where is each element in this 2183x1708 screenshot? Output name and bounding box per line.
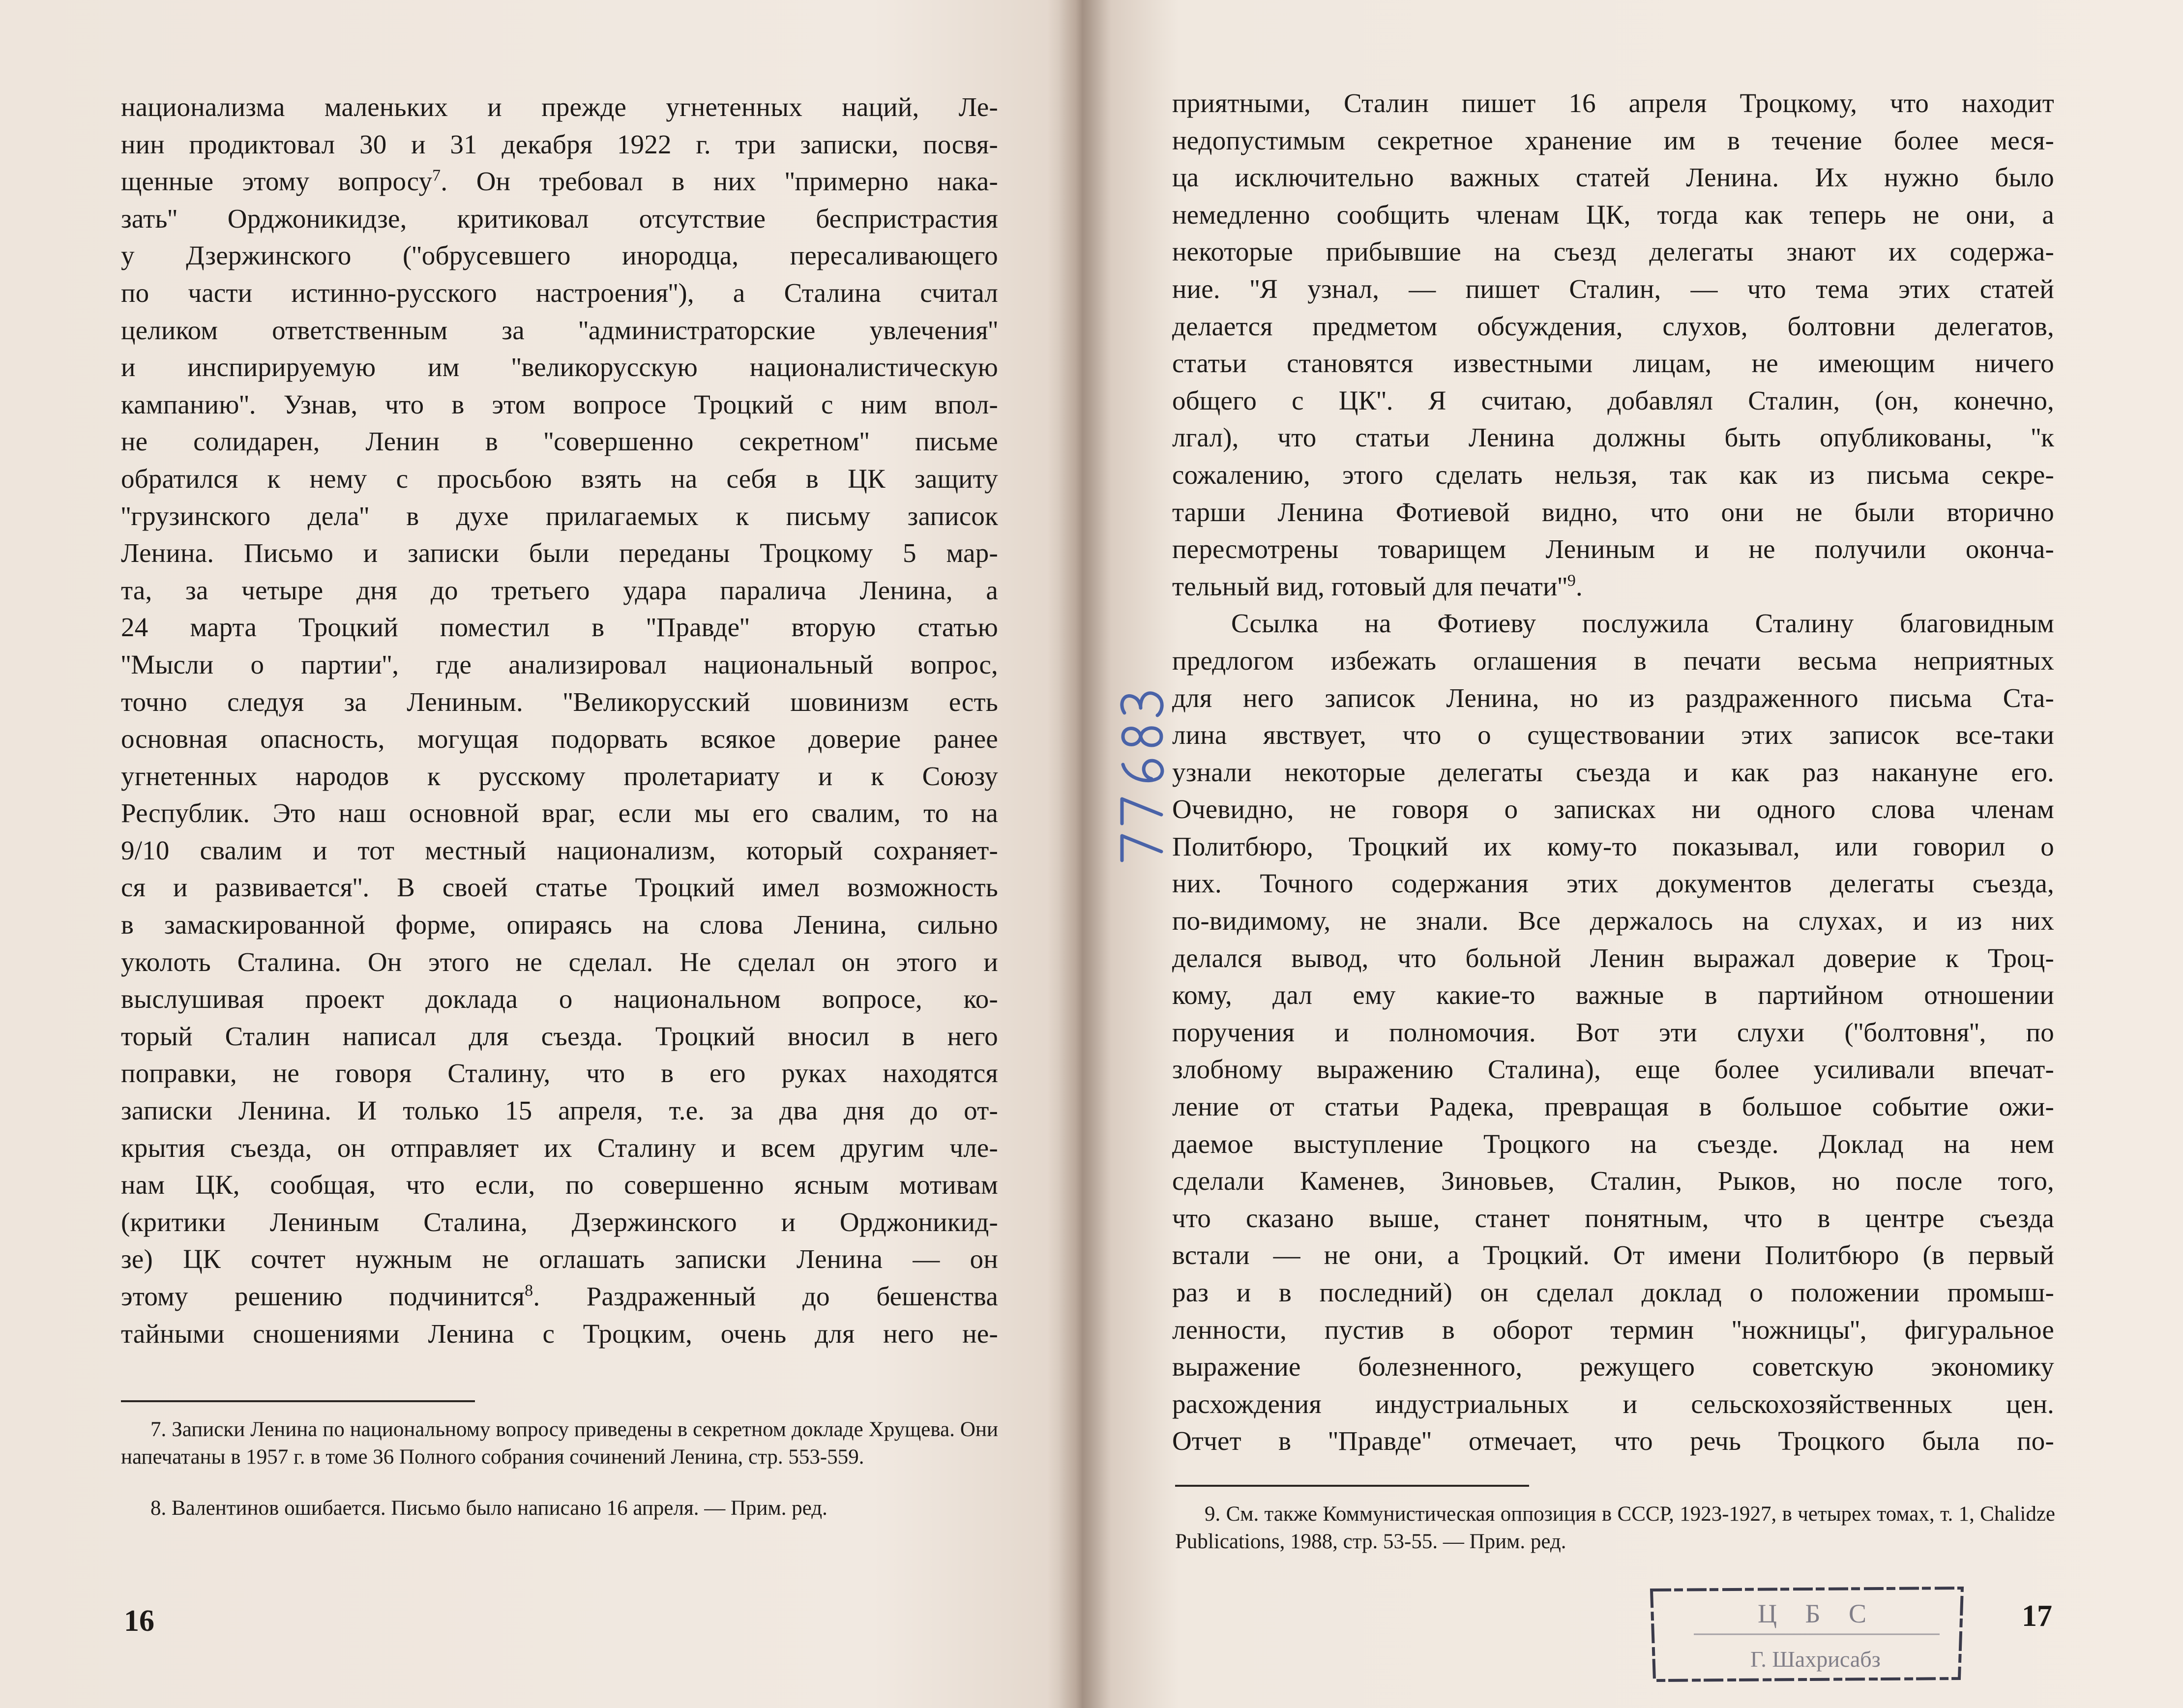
text-line: записки Ленина. И только 15 апреля, т.е. за два дня до от-	[121, 1095, 998, 1126]
text-line: общего с ЦК''. Я считаю, добавлял Сталин, (он, конечно,	[1172, 385, 2054, 415]
text-line: поправки, не говоря Сталину, что в его руках находятся	[121, 1058, 998, 1089]
text-line: ление от статьи Радека, превращая в большое событие ожи-	[1172, 1091, 2054, 1122]
text-line: Ленина. Письмо и записки были переданы Троцкому 5 мар-	[121, 538, 998, 568]
text-line	[121, 1278, 998, 1315]
text-line: статьи становятся известными лицам, не имеющим ничего	[1172, 348, 2054, 379]
text-line: национализма маленьких и прежде угнетенных наций, Ле-	[121, 92, 998, 122]
text-line: основная опасность, могущая подорвать всякое доверие ранее	[121, 724, 998, 754]
text-line: лина явствует, что о существовании этих записок все-таки	[1172, 720, 2054, 750]
text-line: приятными, Сталин пишет 16 апреля Троцкому, что находит	[1172, 88, 2054, 118]
text-line: в замаскированной форме, опираясь на слова Ленина, сильно	[121, 910, 998, 940]
text-line: ленности, пустив в оборот термин ''ножницы'', фигуральное	[1172, 1314, 2054, 1345]
text-line: Ссылка на Фотиеву послужила Сталину благовидным	[1231, 608, 2054, 639]
text-line: даемое выступление Троцкого на съезде. Доклад на нем	[1172, 1128, 2054, 1159]
text-line: крытия съезда, он отправляет их Сталину и всем другим чле-	[121, 1132, 998, 1163]
text-line: недопустимым секретное хранение им в течение более меся-	[1172, 125, 2054, 155]
text-line: 9/10 свалим и тот местный национализм, который сохраняет-	[121, 835, 998, 865]
text-line: обратился к нему с просьбою взять на себя в ЦК защиту	[121, 463, 998, 494]
text-line: (критики Лениным Сталина, Дзержинского и Орджоникид-	[121, 1207, 998, 1237]
footnote-divider	[121, 1400, 475, 1402]
svg-text:Ц Б С: Ц Б С	[1758, 1599, 1878, 1628]
text-line: по-видимому, не знали. Все держалось на слухах, и из них	[1172, 906, 2054, 936]
text-line: 24 марта Троцкий поместил в ''Правде'' вторую статью	[121, 612, 998, 643]
footnote-8: 8. Валентинов ошибается. Письмо было написано 16 апреля. — Прим. ред.	[150, 1497, 827, 1520]
text-line: пересмотрены товарищем Лениным и не получили оконча-	[1172, 534, 2054, 564]
text-line: узнали некоторые делегаты съезда и как раз накануне его.	[1172, 757, 2054, 787]
page-number: 16	[124, 1604, 154, 1638]
text-line: и инспирируемую им ''великорусскую националистическую	[121, 352, 998, 383]
text-line: некоторые прибывшие на съезд делегаты знают их содержа-	[1172, 236, 2054, 267]
left-page-body	[121, 88, 998, 1352]
text-line: ''Мысли о партии'', где анализировал национальный вопрос,	[121, 649, 998, 679]
footnote-ref-8: 8	[525, 1281, 533, 1300]
text-segment: . Он требовал в них ''примерно нака-	[441, 166, 998, 197]
text-line	[121, 163, 998, 200]
text-line: нин продиктовал 30 и 31 декабря 1922 г. три записки, посвя-	[121, 129, 998, 159]
svg-text:Г. Шахрисабз: Г. Шахрисабз	[1750, 1647, 1881, 1672]
text-line: делается предметом обсуждения, слухов, болтовни делегатов,	[1172, 311, 2054, 341]
text-line: целиком ответственным за ''администраторские увлечения''	[121, 315, 998, 345]
text-line: выслушивая проект доклада о национальном вопросе, ко-	[121, 984, 998, 1014]
text-line: не солидарен, Ленин в ''совершенно секретном'' письме	[121, 426, 998, 457]
text-line: Республик. Это наш основной враг, если мы его свалим, то на	[121, 798, 998, 828]
text-line: лгал), что статьи Ленина должны быть опубликованы, ''к	[1172, 422, 2054, 453]
text-line: сожалению, этого сделать нельзя, так как из письма секре-	[1172, 459, 2054, 490]
footnote-ref-9: 9	[1567, 571, 1576, 590]
stamp-drawing	[1645, 1584, 1969, 1685]
footnote-divider	[1175, 1485, 1529, 1487]
text-line: та, за четыре дня до третьего удара паралича Ленина, а	[121, 575, 998, 605]
text-segment: щенные этому вопросу	[121, 166, 433, 197]
text-line: что сказано выше, станет понятным, что в центре съезда	[1172, 1203, 2054, 1233]
footnote-7: 7. Записки Ленина по национальному вопросу приведены в секретном докладе Хрущева. Они напечатаны в 1957 г. в томе 36 Полного собрания сочинений Ленина, стр. 553-559.	[121, 1418, 998, 1469]
text-line	[1172, 568, 2054, 605]
text-segment: тельный вид, готовый для печати''	[1172, 571, 1567, 601]
text-line: нам ЦК, сообщая, что если, по совершенно ясным мотивам	[121, 1170, 998, 1200]
text-line: расхождения индустриальных и сельскохозяйственных цен.	[1172, 1388, 2054, 1419]
text-line: Очевидно, не говоря о записках ни одного слова членам	[1172, 794, 2054, 825]
right-page-body	[1172, 85, 2054, 1460]
footnote-9: 9. См. также Коммунистическая оппозиция в СССР, 1923-1927, в четырех томах, т. 1, Chalidze Publications, 1988, стр. 53-55. — Прим. ред.	[1175, 1502, 2055, 1553]
text-line: кому, дал ему какие-то важные в партийном отношении	[1172, 980, 2054, 1010]
text-line: точно следуя за Лениным. ''Великорусский шовинизм есть	[121, 686, 998, 717]
text-line: встали — не они, а Троцкий. От имени Политбюро (в первый	[1172, 1240, 2054, 1270]
left-page	[0, 0, 1072, 1708]
text-line: у Дзержинского (''обрусевшего инородца, пересаливающего	[121, 240, 998, 271]
text-line: ся и развивается''. В своей статье Троцкий имел возможность	[121, 872, 998, 903]
library-stamp	[1645, 1584, 1969, 1685]
text-line: тайными сношениями Ленина с Троцким, очень для него не-	[121, 1318, 998, 1349]
text-line: по части истинно-русского настроения''), а Сталина считал	[121, 277, 998, 308]
text-line: тарши Ленина Фотиевой видно, что они не были вторично	[1172, 497, 2054, 527]
text-line: ца исключительно важных статей Ленина. Их нужно было	[1172, 162, 2054, 193]
page-number: 17	[2022, 1599, 2052, 1633]
text-segment: . Раздраженный до бешенства	[533, 1281, 998, 1311]
text-segment: этому решению подчинится	[121, 1281, 525, 1311]
text-line: злобному выражению Сталина), еще более усиливали впечат-	[1172, 1054, 2054, 1085]
text-line: торый Сталин написал для съезда. Троцкий вносил в него	[121, 1021, 998, 1051]
text-line: раз и в последний) он сделал доклад о положении промыш-	[1172, 1277, 2054, 1307]
text-line: них. Точного содержания этих документов делегаты съезда,	[1172, 868, 2054, 899]
text-line: ние. ''Я узнал, — пишет Сталин, — что тема этих статей	[1172, 273, 2054, 304]
text-line: немедленно сообщить членам ЦК, тогда как теперь не они, а	[1172, 199, 2054, 230]
text-line: сделали Каменев, Зиновьев, Сталин, Рыков, но после того,	[1172, 1166, 2054, 1196]
text-line: Отчет в ''Правде'' отмечает, что речь Троцкого была по-	[1172, 1426, 2054, 1456]
text-line: делался вывод, что больной Ленин выражал доверие к Троц-	[1172, 942, 2054, 973]
text-segment: .	[1576, 571, 1583, 601]
right-page	[1101, 0, 2183, 1708]
text-line: уколоть Сталина. Он этого не сделал. Не сделал он этого и	[121, 946, 998, 977]
footnote-ref-7: 7	[432, 166, 441, 185]
text-line: зать'' Орджоникидзе, критиковал отсутствие беспристрастия	[121, 203, 998, 234]
text-line: зе) ЦК сочтет нужным не оглашать записки Ленина — он	[121, 1244, 998, 1274]
text-line: для него записок Ленина, но из раздраженного письма Ста-	[1172, 682, 2054, 713]
text-line: ''грузинского дела'' в духе прилагаемых к письму записок	[121, 501, 998, 531]
text-line: угнетенных народов к русскому пролетариату и к Союзу	[121, 761, 998, 791]
text-line: выражение болезненного, режущего советскую экономику	[1172, 1352, 2054, 1382]
text-line: предлогом избежать оглашения в печати весьма неприятных	[1172, 645, 2054, 676]
text-line: кампанию''. Узнав, что в этом вопросе Троцкий с ним впол-	[121, 389, 998, 419]
text-line: поручения и полномочия. Вот эти слухи (''болтовня'', по	[1172, 1017, 2054, 1047]
text-line: Политбюро, Троцкий их кому-то показывал, или говорил о	[1172, 831, 2054, 861]
